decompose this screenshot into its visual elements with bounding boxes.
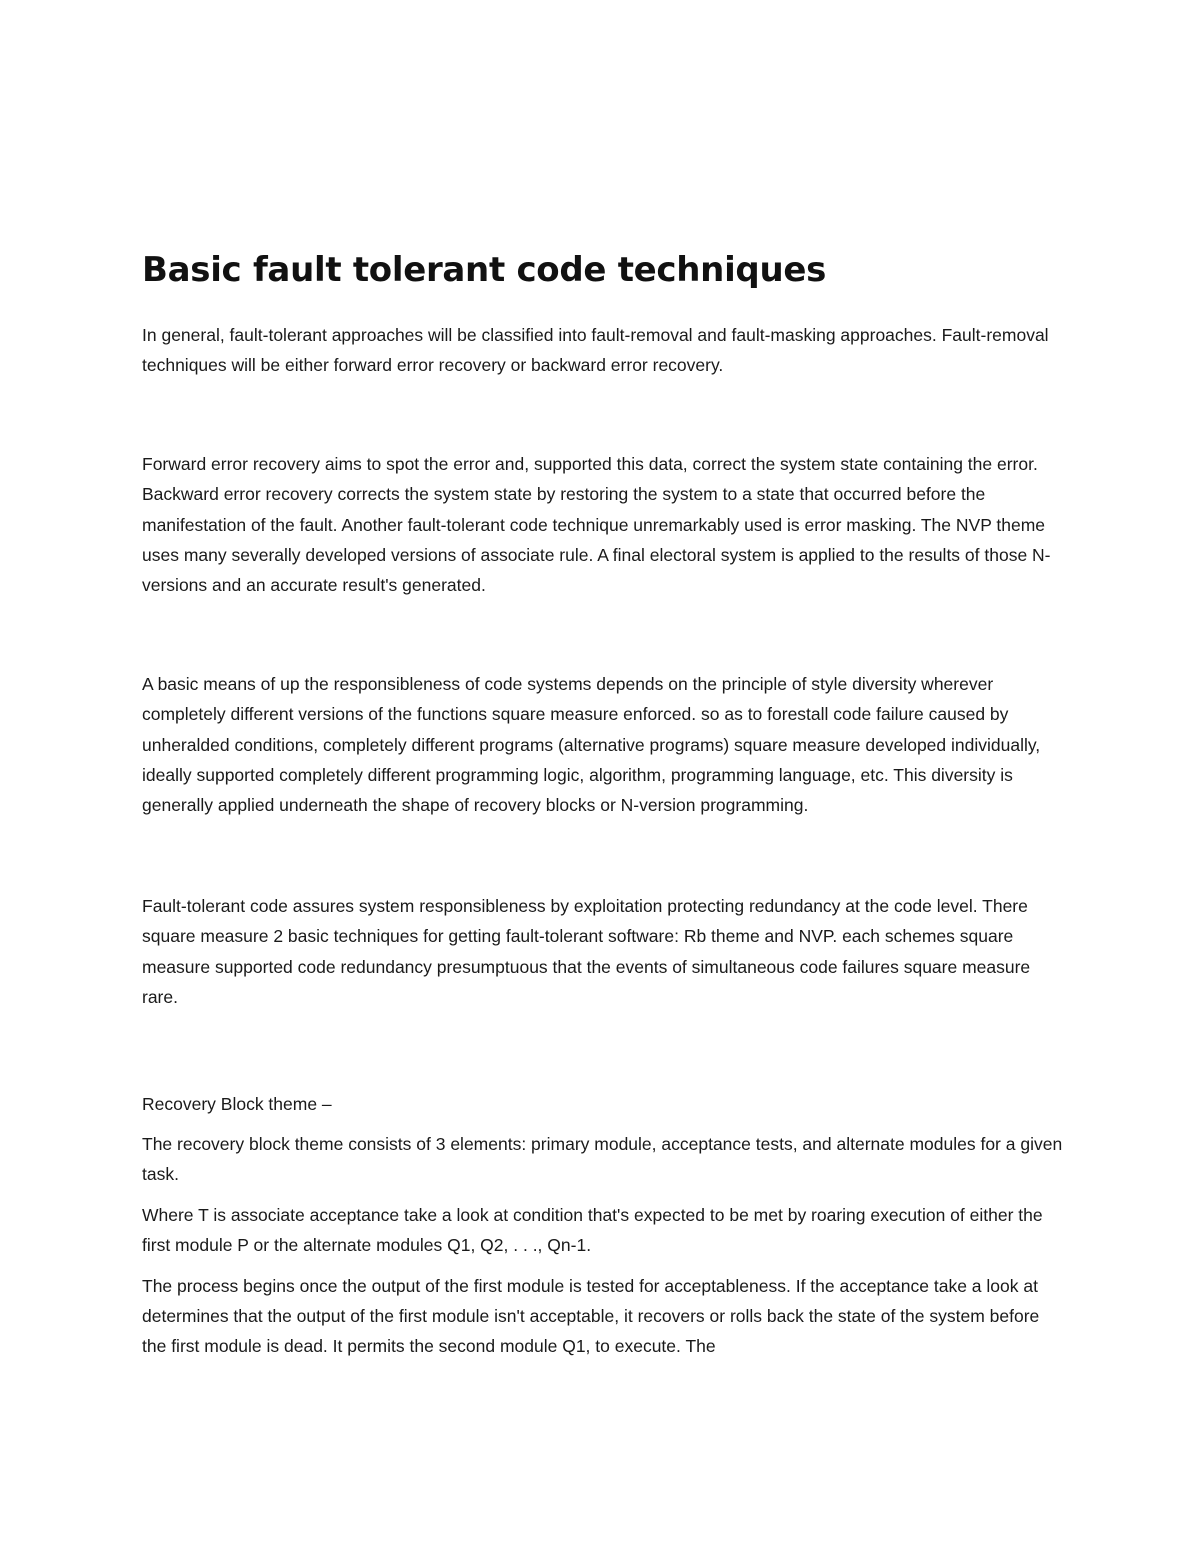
paragraph-acceptance-test: Where T is associate acceptance take a look at condition that's expected to be met by roaring execution of either the first module P or the alternate modules Q1, Q2, . . ., Qn-1. (142, 1204, 1043, 1256)
paragraph-forward-error-recovery: Forward error recovery aims to spot the error and, supported this data, correct the system state containing the error. Backward error recovery corrects the system state by restoring the system to a state that occurred before the manifestation of the fault. Another fault-tolerant code technique unremarkably used is error masking. The NVP theme uses many severally developed versions of associate rule. A final electoral system is applied to the results of those N-versions and an accurate result's generated. (142, 453, 1051, 596)
paragraph-fault-tolerant-code: Fault-tolerant code assures system responsibleness by exploitation protecting redundancy at the code level. There square measure 2 basic techniques for getting fault-tolerant software: Rb theme and NVP. each schemes square measure supported code redundancy presumptuous that the events of simultaneous code failures square measure rare. (142, 895, 1031, 1008)
section-heading-recovery-block: Recovery Block theme – (142, 1093, 332, 1114)
paragraph-intro: In general, fault-tolerant approaches will be classified into fault-removal and fault-masking approaches. Fault-removal techniques will be either forward error recovery or backward error recovery. (142, 325, 1049, 376)
paragraph-style-diversity: A basic means of up the responsibleness of code systems depends on the principle of style diversity wherever completely different versions of the functions square measure enforced. so as to forestall code failure caused by unheralded conditions, completely different programs (alternative programs) square measure developed individually, ideally supported completely different programming logic, algorithm, programming language, etc. This diversity is generally applied underneath the shape of recovery blocks or N-version programming. (142, 673, 1041, 816)
paragraph-recovery-block-elements: The recovery block theme consists of 3 elements: primary module, acceptance tests, and alternate modules for a given task. (142, 1133, 1063, 1185)
paragraph-process: The process begins once the output of the first module is tested for acceptableness. If the acceptance take a look at determines that the output of the first module isn't acceptable, it recovers or rolls back the state of the system before the first module is dead. It permits the second module Q1, to execute. The (142, 1275, 1040, 1357)
document-body (142, 248, 1067, 1362)
document-title: Basic fault tolerant code techniques (142, 250, 827, 290)
